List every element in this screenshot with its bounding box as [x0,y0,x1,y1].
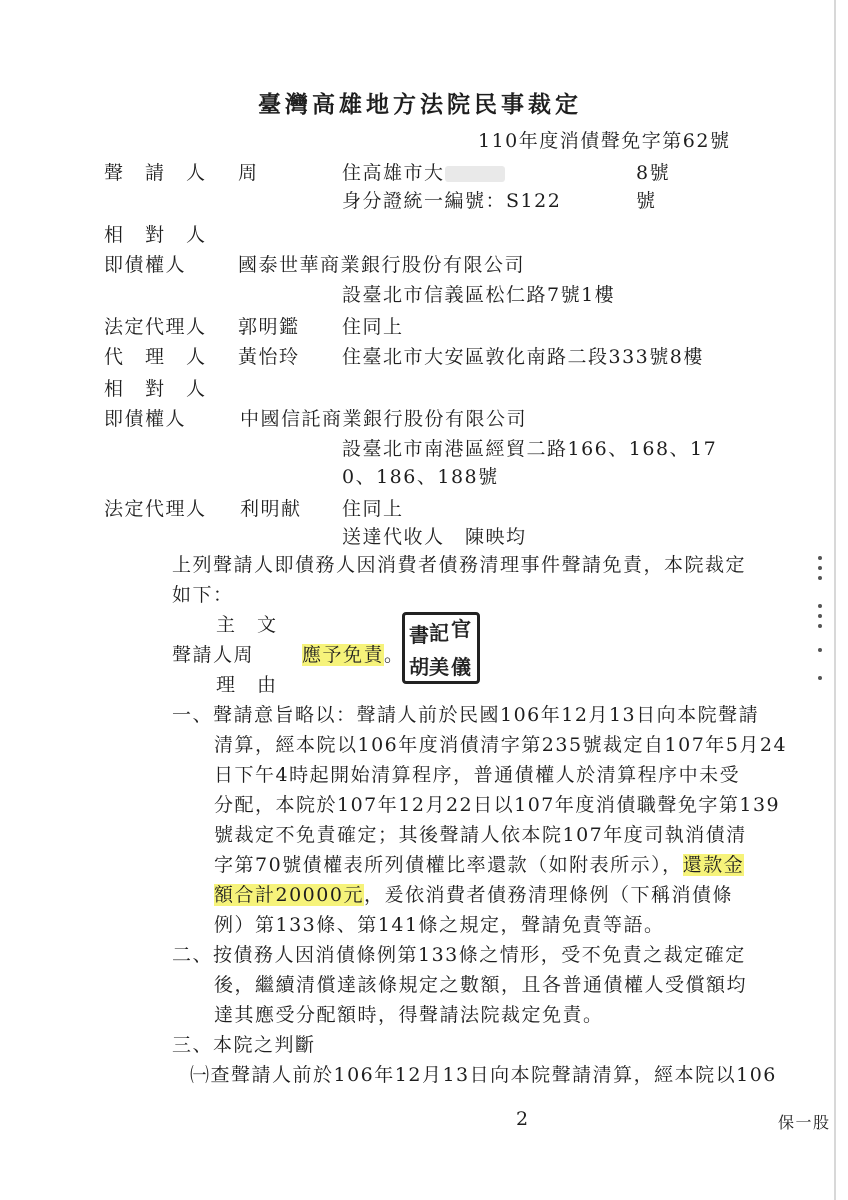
opp1-name: 國泰世華商業銀行股份有限公司 [238,254,526,276]
applicant-id-end: 號 [636,190,657,212]
opp1-rep-address: 住同上 [342,316,404,338]
opp2-address-2: 0、186、188號 [342,466,499,488]
opp2-rep-address: 住同上 [342,498,404,520]
opp2-label-2: 即債權人 [104,408,187,430]
opp2-rep-label: 法定代理人 [104,498,207,520]
liyou-heading: 理 由 [216,674,278,696]
para1-line-7: 額合計20000元，爰依消費者債務清理條例（下稱消債條 [214,884,733,906]
intro-line-2: 如下： [172,584,234,606]
zhuwen-heading: 主 文 [216,614,278,636]
para2-line-3: 達其應受分配額時，得聲請法院裁定免責。 [214,1004,604,1026]
applicant-name: 周 [238,162,259,184]
opp1-agent-name: 黃怡玲 [238,346,300,368]
ruling-line: 聲請人周 應予免責。 [172,644,405,666]
para1-line-3: 日下午4時起開始清算程序，普通債權人於清算程序中未受 [214,764,741,786]
para1-line-6: 字第70號債權表所列債權比率還款（如附表所示），還款金 [214,854,745,876]
opp1-label-1: 相 對 人 [104,224,207,246]
para3-heading: 三、本院之判斷 [172,1034,316,1056]
applicant-id: 身分證統一編號：S122 [342,190,562,212]
opp1-rep-label: 法定代理人 [104,316,207,338]
binding-dots-3 [818,648,824,658]
amount-highlight-1: 還款金 [682,854,745,876]
ruling-highlight: 應予免責 [302,644,385,666]
opp2-label-1: 相 對 人 [104,378,207,400]
opp2-address-1: 設臺北市南港區經貿二路166、168、17 [342,438,718,460]
applicant-address-end: 8號 [636,162,671,184]
opp2-service-agent: 送達代收人 陳映均 [342,526,527,548]
opp1-address: 設臺北市信義區松仁路7號1樓 [342,284,616,306]
opp2-name: 中國信託商業銀行股份有限公司 [240,408,528,430]
applicant-label: 聲 請 人 [104,162,207,184]
page-number: 2 [516,1108,530,1130]
para1-line-8: 例）第133條、第141條之規定，聲請免責等語。 [214,914,665,936]
section-tag: 保一股 [778,1113,831,1132]
binding-dots-1 [818,556,824,586]
para2-line-1: 二、按債務人因消債條例第133條之情形，受不免責之裁定確定 [172,944,746,966]
clerk-seal-stamp: 書 記 官 胡 美 儀 [402,612,480,684]
para3-line-1: ㈠查聲請人前於106年12月13日向本院聲請清算，經本院以106 [190,1064,777,1086]
case-number: 110年度消債聲免字第62號 [478,130,731,152]
opp1-agent-address: 住臺北市大安區敦化南路二段333號8樓 [342,346,704,368]
opp1-label-2: 即債權人 [104,254,187,276]
para2-line-2: 後，繼續清償達該條規定之數額，且各普通債權人受償額均 [214,974,748,996]
binding-dots-4 [818,676,824,686]
intro-line-1: 上列聲請人即債務人因消費者債務清理事件聲請免責，本院裁定 [172,554,747,576]
para1-line-4: 分配，本院於107年12月22日以107年度消債職聲免字第139 [214,794,781,816]
redaction-mark [445,166,505,182]
opp1-agent-label: 代 理 人 [104,346,207,368]
applicant-address: 住高雄市大 [342,158,505,185]
para1-line-5: 號裁定不免責確定；其後聲請人依本院107年度司執消債清 [214,824,747,846]
para1-line-2: 清算，經本院以106年度消債清字第235號裁定自107年5月24 [214,734,788,756]
binding-dots-2 [818,604,824,634]
amount-highlight-2: 額合計20000元 [214,884,364,906]
scan-edge-line [834,0,836,1200]
para1-line-1: 一、聲請意旨略以：聲請人前於民國106年12月13日向本院聲請 [172,704,760,726]
opp2-rep-name: 利明献 [240,498,302,520]
document-title: 臺灣高雄地方法院民事裁定 [258,91,582,118]
opp1-rep-name: 郭明鑑 [238,316,300,338]
